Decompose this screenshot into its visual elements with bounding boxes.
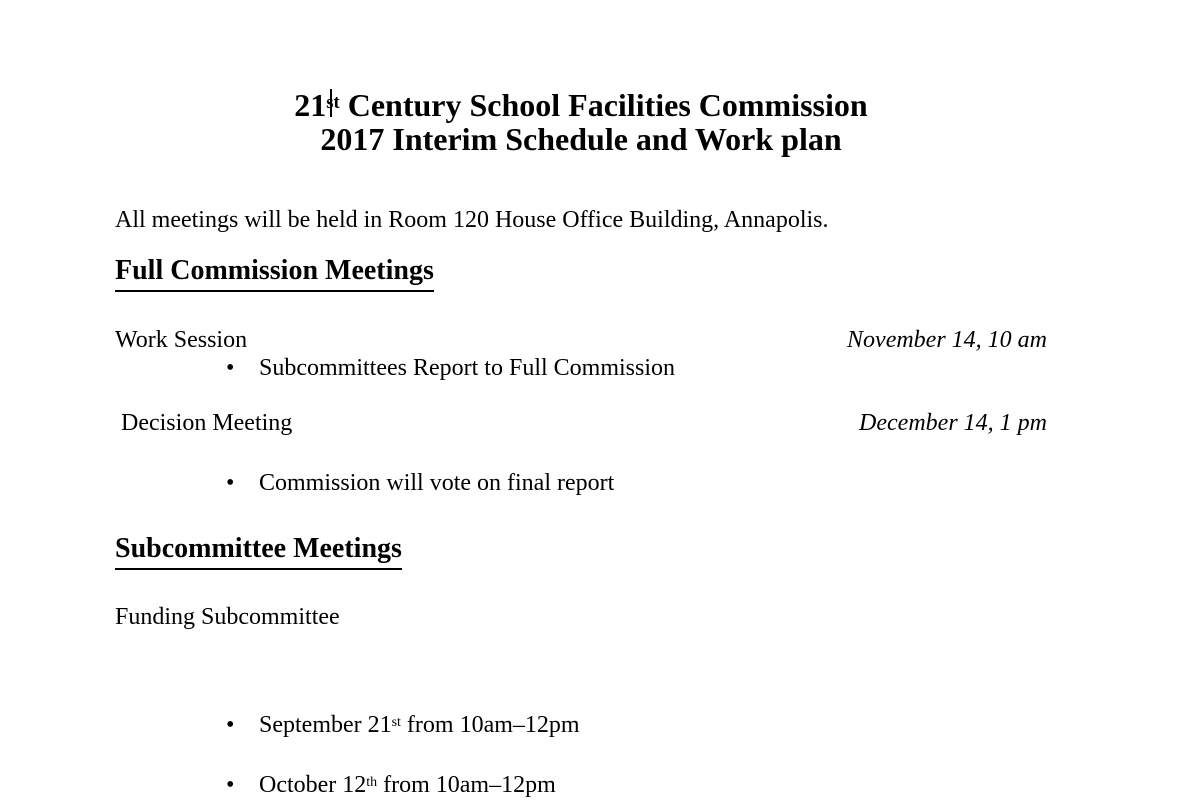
bullet-icon: • bbox=[226, 470, 235, 496]
bullet-text: Commission will vote on final report bbox=[259, 470, 615, 496]
meeting-name: Decision Meeting bbox=[121, 410, 293, 436]
subcommittee-group-label: Funding Subcommittee bbox=[115, 604, 340, 630]
document-title bbox=[115, 88, 1047, 156]
ordinal-superscript: st bbox=[391, 715, 401, 731]
meeting-date: December 14, 1 pm bbox=[859, 410, 1047, 436]
subcommittee-heading bbox=[115, 532, 1047, 570]
bullet-icon: • bbox=[226, 772, 235, 798]
subcommittee-heading-text: Subcommittee Meetings bbox=[115, 532, 402, 570]
bullet-text-prefix: September 21 bbox=[259, 712, 392, 738]
bullet-icon: • bbox=[226, 355, 235, 381]
intro-paragraph: All meetings will be held in Room 120 House Office Building, Annapolis. bbox=[115, 207, 829, 233]
title-line-1-rest: Century School Facilities Commission bbox=[339, 87, 868, 123]
full-commission-heading bbox=[115, 254, 1047, 292]
bullet-text-prefix: October 12 bbox=[259, 772, 367, 798]
meeting-date: November 14, 10 am bbox=[847, 327, 1047, 353]
bullet-text: Subcommittees Report to Full Commission bbox=[259, 355, 676, 381]
ordinal-superscript: th bbox=[366, 775, 378, 791]
bullet-icon: • bbox=[226, 712, 235, 738]
title-ordinal-superscript: st bbox=[326, 92, 340, 114]
bullet-item bbox=[115, 710, 1191, 740]
bullet-text-rest: from 10am–12pm bbox=[400, 712, 580, 738]
title-line-1 bbox=[115, 88, 1047, 122]
title-line-1-text: 21 bbox=[294, 87, 327, 123]
full-commission-heading-text: Full Commission Meetings bbox=[115, 254, 434, 292]
bullet-text-rest: from 10am–12pm bbox=[377, 772, 556, 798]
bullet-item bbox=[115, 770, 1191, 800]
bullet-text bbox=[259, 772, 556, 798]
bullet-text bbox=[259, 712, 580, 738]
title-line-2: 2017 Interim Schedule and Work plan bbox=[320, 121, 842, 157]
bullet-item bbox=[115, 353, 1191, 383]
meeting-name: Work Session bbox=[115, 327, 248, 353]
bullet-item bbox=[115, 468, 1191, 498]
meeting-row-decision-meeting bbox=[115, 408, 1047, 438]
meeting-row-work-session bbox=[115, 325, 1047, 355]
